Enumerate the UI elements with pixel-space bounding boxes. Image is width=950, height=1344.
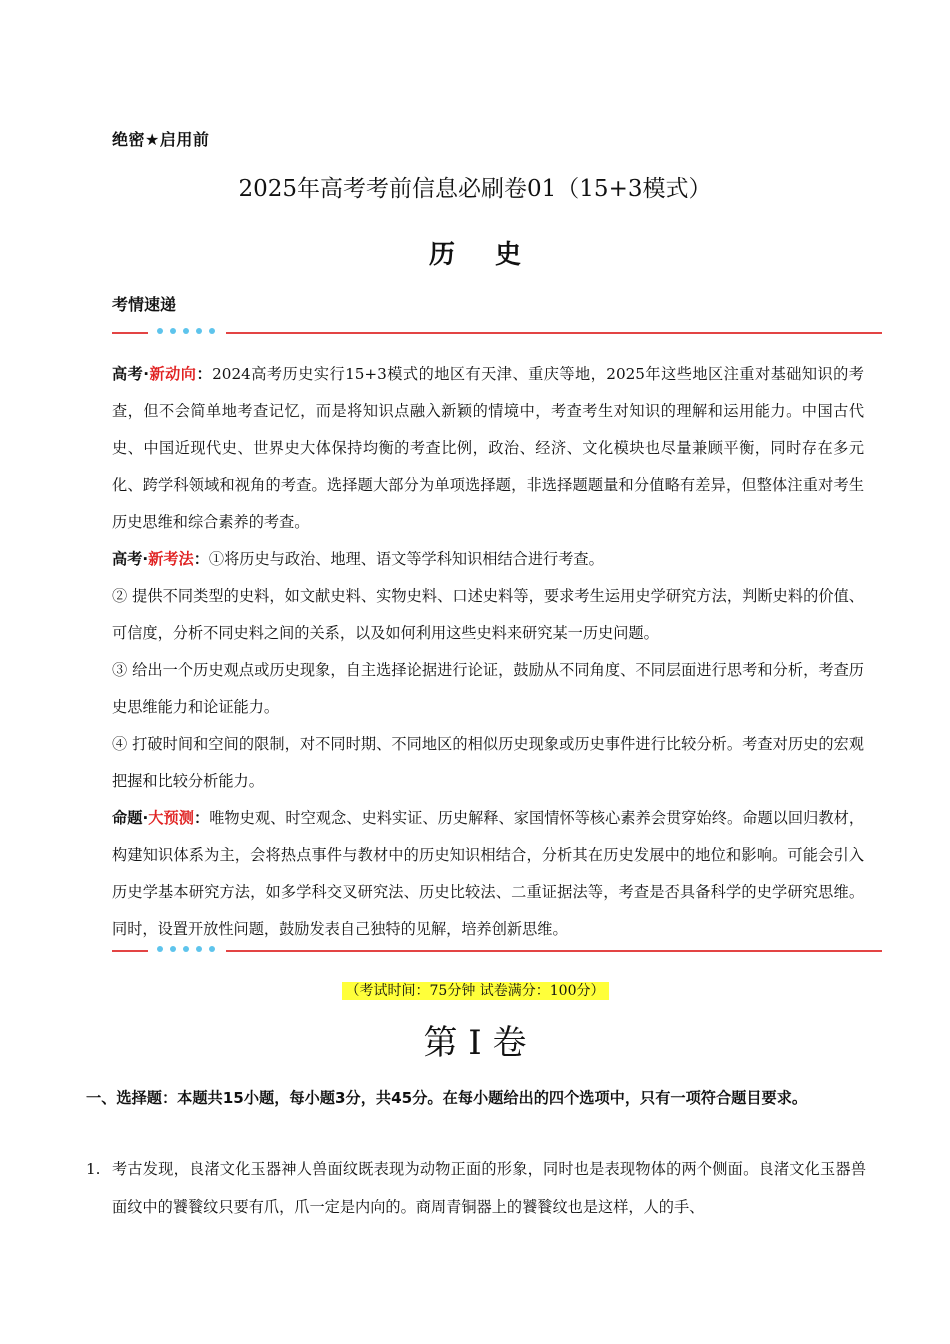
- divider-dots: [157, 946, 221, 956]
- bottom-divider: [112, 945, 882, 957]
- question-section-heading: 一、选择题：本题共15小题，每小题3分，共45分。在每小题给出的四个选项中，只有一项符合题目要求。: [86, 1089, 808, 1107]
- top-divider: [112, 327, 882, 339]
- paper-title: 2025年高考考前信息必刷卷01（15+3模式）: [238, 176, 712, 202]
- overview-item-2: ② 提供不同类型的史料，如文献史料、实物史料、口述史料等，要求考生运用史学研究方法，判断史料的价值、可信度，分析不同史料之间的关系，以及如何利用这些史料来研究某一历史问题。: [112, 587, 864, 642]
- dot-icon: [196, 328, 202, 334]
- exam-time-row: [0, 980, 950, 1000]
- section-heading: 考情速递: [112, 295, 177, 314]
- paragraph-label: 高考·新动向：: [112, 365, 213, 383]
- paragraph-text: 2024高考历史实行15+3模式的地区有天津、重庆等地，2025年这些地区注重对基础知识的考查，但不会简单地考查记忆，而是将知识点融入新颖的情境中，考查考生对知识的理解和运用能力。中国古代史、中国近现代史、世界史大体保持均衡的考查比例，政治、经济、文化模块也尽量兼顾平衡，同时存在多元化、跨学科领域和视角的考查。选择题大部分为单项选择题，非选择题题量和分值略有差异，但整体注重对考生历史思维和综合素养的考查。: [112, 365, 864, 531]
- exam-time-note: （考试时间：75分钟 试卷满分：100分）: [342, 982, 609, 1000]
- divider-dots: [157, 328, 221, 338]
- dot-icon: [157, 946, 163, 952]
- paragraph-text: ①将历史与政治、地理、语文等学科知识相结合进行考查。: [208, 550, 604, 568]
- dot-icon: [170, 946, 176, 952]
- dot-icon: [209, 946, 215, 952]
- divider-line: [226, 950, 882, 952]
- paragraph-label: 命题·大预测：: [112, 809, 210, 827]
- question-1: [86, 1150, 866, 1226]
- dot-icon: [183, 328, 189, 334]
- dot-icon: [157, 328, 163, 334]
- dot-icon: [209, 328, 215, 334]
- overview-new-method: [112, 541, 864, 578]
- subject-title: 历史: [428, 240, 561, 270]
- overview-item-3: ③ 给出一个历史观点或历史现象，自主选择论据进行论证，鼓励从不同角度、不同层面进行思考和分析，考查历史思维能力和论证能力。: [112, 661, 864, 716]
- paragraph-label: 高考·新考法：: [112, 550, 209, 568]
- divider-line: [112, 950, 148, 952]
- volume-title: 第 I 卷: [423, 1023, 527, 1063]
- exam-overview: [112, 356, 864, 948]
- divider-line: [112, 332, 148, 334]
- overview-prediction: [112, 800, 864, 948]
- dot-icon: [196, 946, 202, 952]
- confidential-label: 绝密★启用前: [112, 130, 210, 149]
- paragraph-text: 唯物史观、时空观念、史料实证、历史解释、家国情怀等核心素养会贯穿始终。命题以回归教材，构建知识体系为主，会将热点事件与教材中的历史知识相结合，分析其在历史发展中的地位和影响。可能会引入历史学基本研究方法，如多学科交叉研究法、历史比较法、二重证据法等，考查是否具备科学的史学研究思维。同时，设置开放性问题，鼓励发表自己独特的见解，培养创新思维。: [112, 809, 865, 938]
- question-number: 1.: [86, 1160, 101, 1178]
- divider-line: [226, 332, 882, 334]
- dot-icon: [183, 946, 189, 952]
- overview-item-4: ④ 打破时间和空间的限制，对不同时期、不同地区的相似历史现象或历史事件进行比较分析。考查对历史的宏观把握和比较分析能力。: [112, 735, 864, 790]
- question-text: 考古发现，良渚文化玉器神人兽面纹既表现为动物正面的形象，同时也是表现物体的两个侧面。良渚文化玉器兽面纹中的饕餮纹只要有爪，爪一定是内向的。商周青铜器上的饕餮纹也是这样，人的手、: [112, 1160, 866, 1216]
- overview-new-trend: [112, 356, 864, 541]
- dot-icon: [170, 328, 176, 334]
